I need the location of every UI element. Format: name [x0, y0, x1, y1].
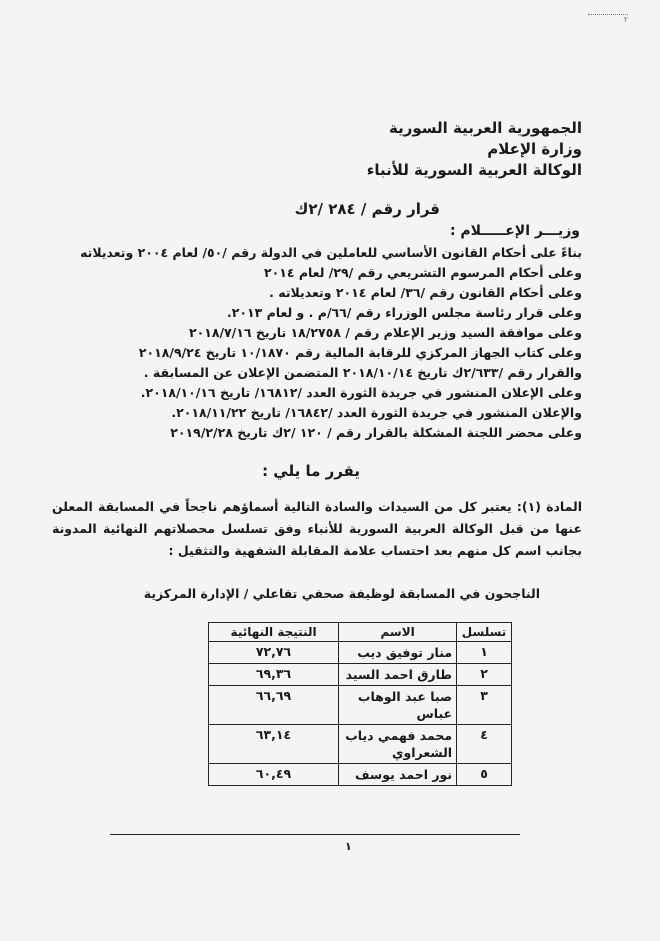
decides-heading: يقرر ما يلي : [262, 462, 360, 480]
cell-seq: ٤ [457, 725, 512, 764]
basis-line: والإعلان المنشور في جريدة الثورة العدد /١٦٨٤٢/ تاريخ ٢٠١٨/١١/٢٢. [171, 405, 582, 420]
header-republic: الجمهورية العربية السورية [389, 119, 582, 137]
cell-result: ٧٢,٧٦ [209, 642, 339, 664]
table-row [209, 686, 512, 725]
page-number: ١ [345, 840, 352, 853]
basis-line: وعلى أحكام المرسوم التشريعي رقم /٢٩/ لعام ٢٠١٤ [263, 265, 582, 280]
cell-result: ٦٠,٤٩ [209, 764, 339, 786]
legal-basis [62, 243, 582, 443]
cell-name: صبا عبد الوهاب عباس [339, 686, 457, 725]
footer-divider [110, 834, 520, 835]
cell-result: ٦٣,١٤ [209, 725, 339, 764]
header-seq: تسلسل [457, 623, 512, 642]
article-1 [52, 496, 582, 562]
header-result: النتيجة النهائية [209, 623, 339, 642]
cell-result: ٦٩,٣٦ [209, 664, 339, 686]
cell-seq: ١ [457, 642, 512, 664]
basis-line: والقرار رقم /٢/٦٣٣ك تاريخ ٢٠١٨/١٠/١٤ المتضمن الإعلان عن المسابقة . [143, 365, 582, 380]
cell-seq: ٣ [457, 686, 512, 725]
table-header-row [209, 623, 512, 642]
decision-number: قرار رقم / ٢٨٤ /٢ك [294, 200, 440, 218]
header-agency: الوكالة العربية السورية للأنباء [366, 161, 582, 179]
basis-line: بناءً على أحكام القانون الأساسي للعاملين في الدولة رقم /٥٠/ لعام ٢٠٠٤ وتعديلاته [80, 245, 582, 260]
cell-name: نور احمد يوسف [339, 764, 457, 786]
article-text: يعتبر كل من السيدات والسادة التالية أسماؤهم ناجحاً في المسابقة المعلن عنها من قبل الوكالة العربية السورية للأنباء وفق تسلسل محصلاتهم النهائية المدونة بجانب اسم كل منهم بعد احتساب علامة المقابلة الشفهية والتثقيل : [52, 499, 582, 558]
cell-name: محمد فهمي دياب الشعراوي [339, 725, 457, 764]
basis-line: وعلى أحكام القانون رقم /٣٦/ لعام ٢٠١٤ وتعديلاته . [269, 285, 582, 300]
results-table [208, 622, 512, 786]
corner-mark: ٢ [588, 14, 628, 24]
cell-name: طارق احمد السيد [339, 664, 457, 686]
cell-result: ٦٦,٦٩ [209, 686, 339, 725]
basis-line: وعلى الإعلان المنشور في جريدة الثورة العدد /١٦٨١٢/ تاريخ ٢٠١٨/١٠/١٦. [140, 385, 582, 400]
table-row [209, 642, 512, 664]
basis-line: وعلى موافقة السيد وزير الإعلام رقم / ١٨/٢٧٥٨ تاريخ ٢٠١٨/٧/١٦ [188, 325, 582, 340]
basis-line: وعلى محضر اللجنة المشكلة بالقرار رقم / ١٢٠ /٢ك تاريخ ٢٠١٩/٢/٢٨ [170, 425, 582, 440]
table-row [209, 664, 512, 686]
header-ministry: وزارة الإعلام [487, 140, 582, 158]
header-name: الاسم [339, 623, 457, 642]
cell-name: منار توفيق ديب [339, 642, 457, 664]
table-row [209, 725, 512, 764]
table-title: الناجحون في المسابقة لوظيفة صحفي تفاعلي / الإدارة المركزية [143, 586, 540, 601]
minister-heading: وزيـــر الإعـــــلام : [449, 223, 580, 239]
table-row [209, 764, 512, 786]
basis-line: وعلى كتاب الجهاز المركزي للرقابة المالية رقم ١٠/١٨٧٠ تاريخ ٢٠١٨/٩/٢٤ [138, 345, 582, 360]
cell-seq: ٢ [457, 664, 512, 686]
cell-seq: ٥ [457, 764, 512, 786]
article-label: المادة (١): [516, 499, 582, 514]
letterhead [322, 118, 582, 181]
basis-line: وعلى قرار رئاسة مجلس الوزراء رقم /٦٦/م . و لعام ٢٠١٣. [226, 305, 582, 320]
